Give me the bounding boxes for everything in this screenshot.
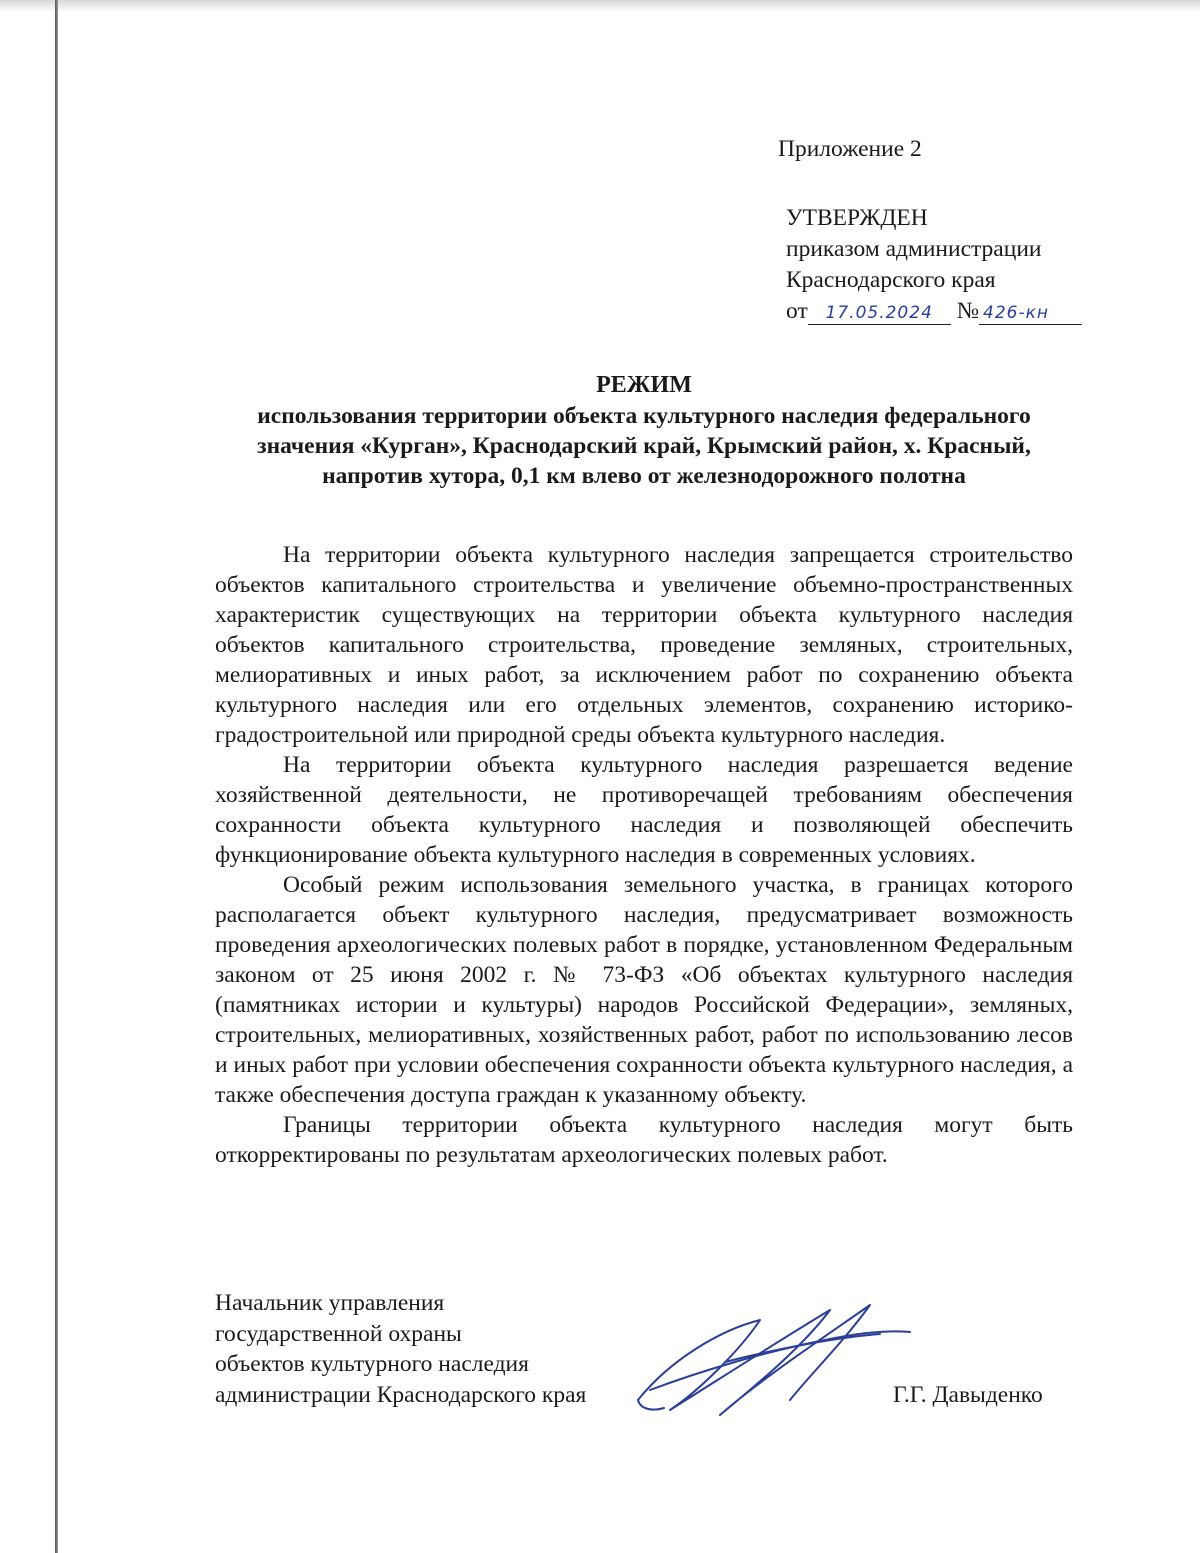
document-subtitle: использования территории объекта культурного наследия федерального значения «Курган», Краснодарский край, Крымский район, х. Красный, напротив хутора, 0,1 км влево от железнодорожного полотна <box>257 403 1031 489</box>
handwritten-signature <box>630 1290 920 1430</box>
document-heading <box>212 370 1076 491</box>
signatory-line-2: государственной охраны <box>215 1320 462 1347</box>
signatory-line-3: объектов культурного наследия <box>215 1351 529 1377</box>
document-title: РЕЖИМ <box>596 372 692 398</box>
paragraph-3: Особый режим использования земельного участка, в границах которого располагается объект культурного наследия, предусматривает возможность проведения археологических полевых работ в порядке, установленном Федеральным законом от 25 июня 2002 г. № 73-ФЗ «Об объектах культурного наследия (памятниках истории и культуры) народов Российской Федерации», земляных, строительных, мелиоративных, хозяйственных работ, работ по использованию лесов и иных работ при условии обеспечения сохранности объекта культурного наследия, а также обеспечения доступа граждан к указанному объекту. <box>215 872 1073 1108</box>
handwritten-date: 17.05.2024 <box>808 302 951 325</box>
signatory-name: Г.Г. Давыденко <box>893 1382 1043 1408</box>
order-date-line <box>786 296 1116 327</box>
scan-top-shadow <box>0 0 1200 12</box>
handwritten-number: 426-кн <box>979 302 1082 325</box>
document-body <box>215 540 1073 1170</box>
approved-by-line1: приказом администрации <box>786 236 1042 262</box>
number-prefix: № <box>956 298 980 324</box>
signatory-line-1: Начальник управления <box>215 1290 445 1316</box>
date-prefix: от <box>786 298 808 324</box>
paragraph-2: На территории объекта культурного наследия разрешается ведение хозяйственной деятельности, не противоречащей требованиям обеспечения сохранности объекта культурного наследия и позволяющей обеспечить функционирование объекта культурного наследия в современных условиях. <box>215 752 1073 868</box>
approved-label: УТВЕРЖДЕН <box>786 205 928 231</box>
scan-left-edge <box>55 0 58 1553</box>
signatory-line-4: администрации Краснодарского края <box>215 1381 587 1408</box>
paragraph-4: Границы территории объекта культурного наследия могут быть откорректированы по результатам археологических полевых работ. <box>215 1112 1073 1168</box>
signatory-title <box>215 1288 695 1410</box>
annex-label: Приложение 2 <box>778 136 922 162</box>
approval-block <box>778 134 1116 327</box>
approved-by-line2: Краснодарского края <box>786 267 996 293</box>
paragraph-1: На территории объекта культурного наследия запрещается строительство объектов капитального строительства и увеличение объемно-пространственных характеристик существующих на территории объекта культурного наследия объектов капитального строительства, проведение земляных, строительных, мелиоративных и иных работ, за исключением работ по сохранению объекта культурного наследия или его отдельных элементов, сохранению историко-градостроительной или природной среды объекта культурного наследия. <box>215 542 1073 748</box>
